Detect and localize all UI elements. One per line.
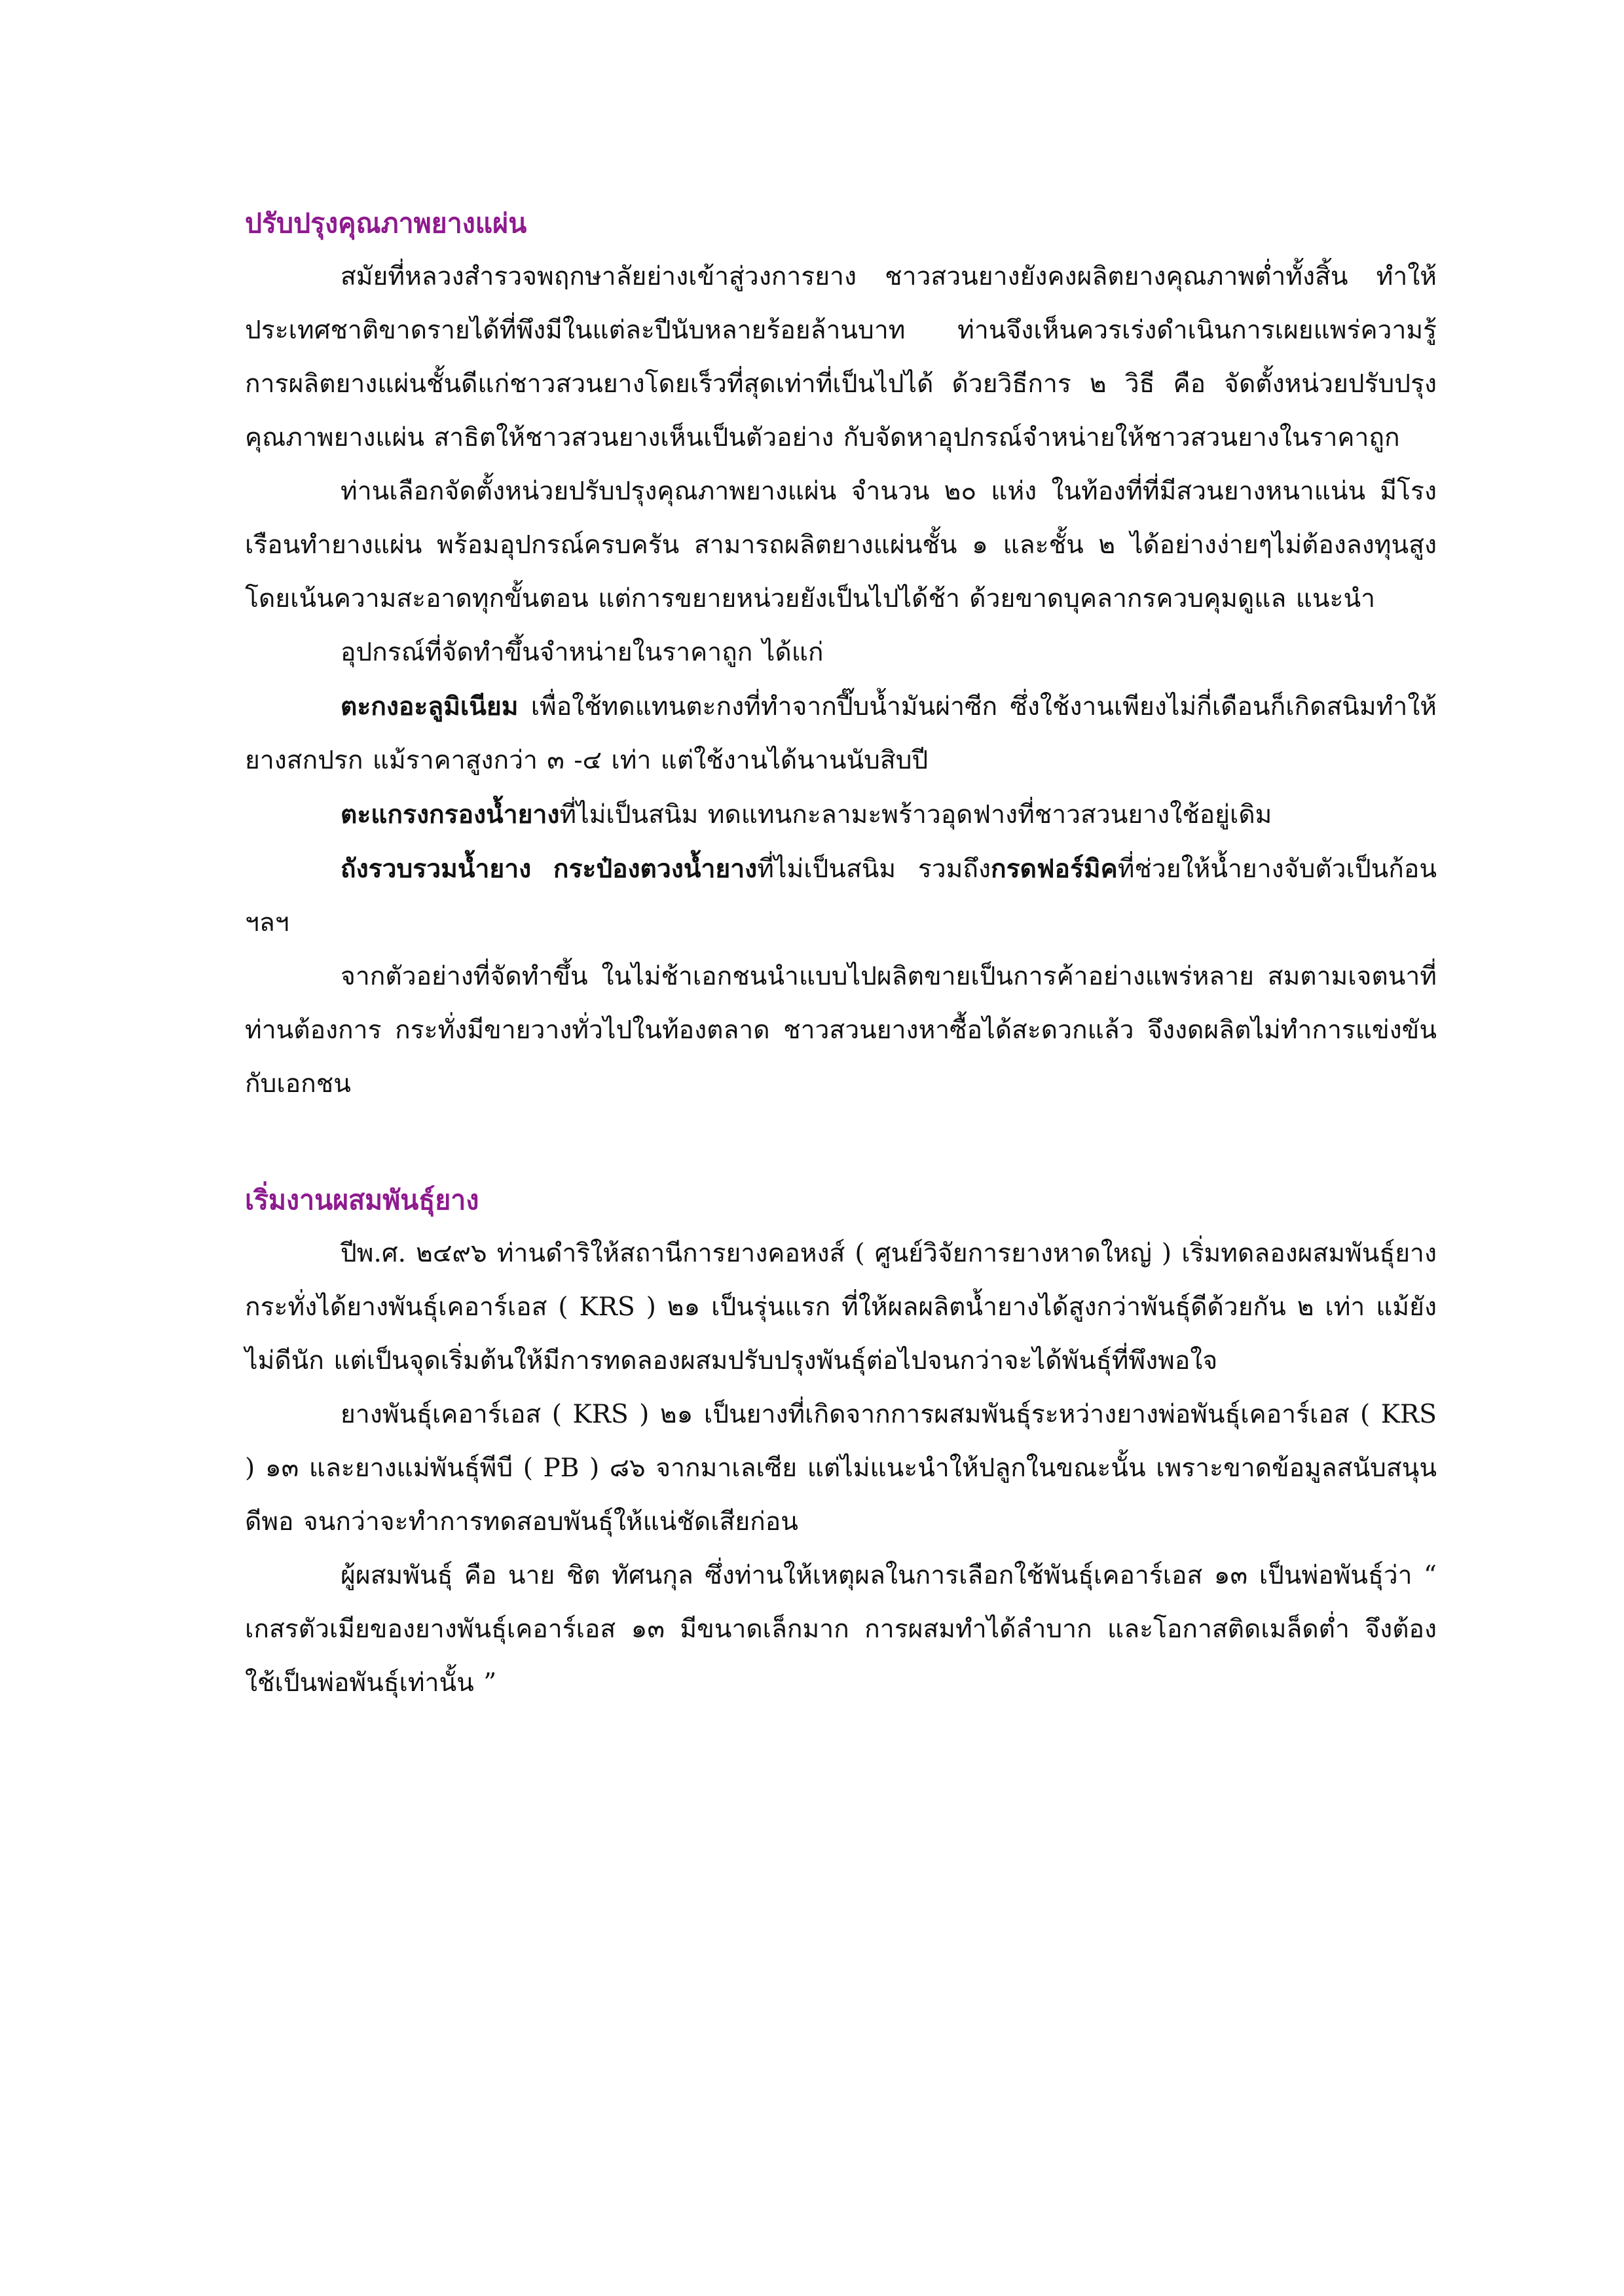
paragraph bbox=[245, 680, 1437, 788]
bold-term: ถังรวบรวมน้ำยาง bbox=[341, 854, 532, 884]
paragraph-text: เพื่อใช้ทดแทนตะกงที่ทำจากปี๊บน้ำมันผ่าซีก ซึ่งใช้งานเพียงไม่กี่เดือนก็เกิดสนิมทำให้ยางสกปรก แม้ราคาสูงกว่า ๓ -๔ เท่า แต่ใช้งานได้นานนับสิบปี bbox=[245, 692, 1437, 775]
paragraph: สมัยที่หลวงสำรวจพฤกษาลัยย่างเข้าสู่วงการยาง ชาวสวนยางยังคงผลิตยางคุณภาพต่ำทั้งสิ้น ทำให้ประเทศชาติขาดรายได้ที่พึงมีในแต่ละปีนับหลายร้อยล้านบาท ท่านจึงเห็นควรเร่งดำเนินการเผยแพร่ความรู้การผลิตยางแผ่นชั้นดีแก่ชาวสวนยางโดยเร็วที่สุดเท่าที่เป็นไปได้ ด้วยวิธีการ ๒ วิธี คือ จัดตั้งหน่วยปรับปรุงคุณภาพยางแผ่น สาธิตให้ชาวสวนยางเห็นเป็นตัวอย่าง กับจัดหาอุปกรณ์จำหน่ายให้ชาวสวนยางในราคาถูก bbox=[245, 262, 1437, 452]
paragraph-text bbox=[531, 854, 553, 884]
paragraph-text: ที่ไม่เป็นสนิม รวมถึง bbox=[757, 854, 991, 884]
paragraph: ผู้ผสมพันธุ์ คือ นาย ชิต ทัศนกุล ซึ่งท่านให้เหตุผลในการเลือกใช้พันธุ์เคอาร์เอส ๑๓ เป็นพ่อพันธุ์ว่า “ เกสรตัวเมียของยางพันธุ์เคอาร์เอส ๑๓ มีขนาดเล็กมาก การผสมทำได้ลำบาก และโอกาสติดเมล็ดต่ำ จึงต้องใช้เป็นพ่อพันธุ์เท่านั้น ” bbox=[245, 1561, 1437, 1698]
section-heading: ปรับปรุงคุณภาพยางแผ่น bbox=[245, 208, 527, 239]
paragraph: ยางพันธุ์เคอาร์เอส ( KRS ) ๒๑ เป็นยางที่เกิดจากการผสมพันธุ์ระหว่างยางพ่อพันธุ์เคอาร์เอส ( KRS ) ๑๓ และยางแม่พันธุ์พีบี ( PB ) ๘๖ จากมาเลเซีย แต่ไม่แนะนำให้ปลูกในขณะนั้น เพราะขาดข้อมูลสนับสนุนดีพอ จนกว่าจะทำการทดสอบพันธุ์ให้แน่ชัดเสียก่อน bbox=[245, 1400, 1437, 1537]
section-sheet-rubber-quality bbox=[245, 196, 1437, 1111]
paragraph: จากตัวอย่างที่จัดทำขึ้น ในไม่ช้าเอกชนนำแบบไปผลิตขายเป็นการค้าอย่างแพร่หลาย สมตามเจตนาที่ท่านต้องการ กระทั่งมีขายวางทั่วไปในท้องตลาด ชาวสวนยางหาซื้อได้สะดวกแล้ว จึงงดผลิตไม่ทำการแข่งขันกับเอกชน bbox=[245, 962, 1437, 1099]
bold-term: ตะกงอะลูมิเนียม bbox=[341, 691, 519, 721]
paragraph bbox=[245, 842, 1437, 950]
paragraph: ปีพ.ศ. ๒๔๙๖ ท่านดำริให้สถานีการยางคอหงส์ ( ศูนย์วิจัยการยางหาดใหญ่ ) เริ่มทดลองผสมพันธุ์ยาง กระทั่งได้ยางพันธุ์เคอาร์เอส ( KRS ) ๒๑ เป็นรุ่นแรก ที่ให้ผลผลิตน้ำยางได้สูงกว่าพันธุ์ดีด้วยกัน ๒ เท่า แม้ยังไม่ดีนัก แต่เป็นจุดเริ่มต้นให้มีการทดลองผสมปรับปรุงพันธุ์ต่อไปจนกว่าจะได้พันธุ์ที่พึงพอใจ bbox=[245, 1239, 1437, 1376]
paragraph bbox=[245, 788, 1437, 842]
bold-term: กระป๋องตวงน้ำยาง bbox=[553, 854, 758, 884]
section-heading: เริ่มงานผสมพันธุ์ยาง bbox=[245, 1184, 479, 1216]
paragraph: อุปกรณ์ที่จัดทำขึ้นจำหน่ายในราคาถูก ได้แก่ bbox=[341, 638, 824, 667]
section-rubber-breeding bbox=[245, 1173, 1437, 1710]
bold-term: ตะแกรงกรองน้ำยาง bbox=[341, 799, 560, 829]
paragraph-text: ที่ไม่เป็นสนิม ทดแทนกะลามะพร้าวอุดฟางที่ชาวสวนยางใช้อยู่เดิม bbox=[559, 800, 1272, 829]
bold-term: กรดฟอร์มิค bbox=[991, 854, 1118, 884]
paragraph: ท่านเลือกจัดตั้งหน่วยปรับปรุงคุณภาพยางแผ่น จำนวน ๒๐ แห่ง ในท้องที่ที่มีสวนยางหนาแน่น มีโรงเรือนทำยางแผ่น พร้อมอุปกรณ์ครบครัน สามารถผลิตยางแผ่นชั้น ๑ และชั้น ๒ ได้อย่างง่ายๆไม่ต้องลงทุนสูงโดยเน้นความสะอาดทุกขั้นตอน แต่การขยายหน่วยยังเป็นไปได้ช้า ด้วยขาดบุคลากรควบคุมดูแล แนะนำ bbox=[245, 477, 1437, 613]
document-body bbox=[245, 196, 1437, 1710]
paragraph-text: ที่ช่วยให้น้ำยางจับตัวเป็นก้อน ฯลฯ bbox=[245, 854, 1437, 938]
